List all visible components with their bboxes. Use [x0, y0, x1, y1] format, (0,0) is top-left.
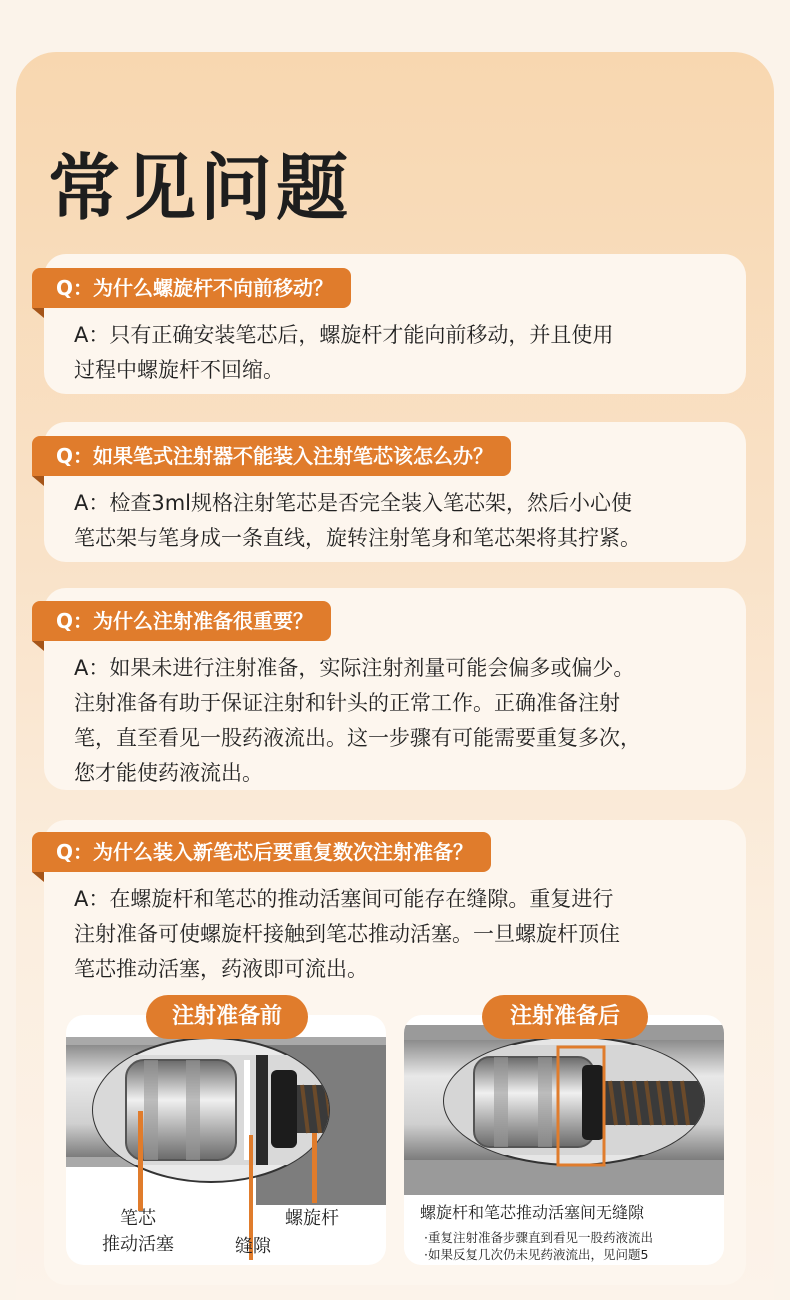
faq-question-2: Q：如果笔式注射器不能装入注射笔芯该怎么办？ — [32, 436, 511, 476]
after-caption: 螺旋杆和笔芯推动活塞间无缝隙 — [420, 1203, 645, 1222]
faq-question-4: Q：为什么装入新笔芯后要重复数次注射准备？ — [32, 832, 491, 872]
answer-line: A：检查3ml规格注射笔芯是否完全装入笔芯架，然后小心使 — [74, 491, 633, 515]
faq-question-1: Q：为什么螺旋杆不向前移动？ — [32, 268, 351, 308]
faq-answer-4 — [74, 882, 714, 987]
faq-answer-1 — [74, 318, 714, 388]
answer-line: 注射准备可使螺旋杆接触到笔芯推动活塞。一旦螺旋杆顶住 — [74, 922, 620, 946]
plunger-label-line: 推动活塞 — [102, 1234, 174, 1255]
answer-line: 过程中螺旋杆不回缩。 — [74, 358, 284, 382]
faq-question-3: Q：为什么注射准备很重要？ — [32, 601, 331, 641]
plunger-label-line: 笔芯 — [120, 1208, 156, 1229]
answer-line: A：如果未进行注射准备，实际注射剂量可能会偏多或偏少。 — [74, 656, 635, 680]
plunger-label — [96, 1206, 180, 1258]
after-note-2: ·如果反复几次仍未见药液流出，见问题5 — [424, 1247, 649, 1262]
answer-line: 注射准备有助于保证注射和针头的正常工作。正确准备注射 — [74, 691, 620, 715]
answer-line: 笔，直至看见一股药液流出。这一步骤有可能需要重复多次， — [74, 726, 641, 750]
faq-answer-3 — [74, 651, 714, 791]
answer-line: 笔芯推动活塞，药液即可流出。 — [74, 957, 368, 981]
after-title-pill: 注射准备后 — [482, 995, 648, 1039]
faq-answer-2 — [74, 486, 714, 556]
before-title-pill: 注射准备前 — [146, 995, 308, 1039]
page-title: 常见问题 — [48, 146, 353, 230]
answer-line: 您才能使药液流出。 — [74, 761, 263, 785]
gap-label: 缝隙 — [235, 1236, 271, 1257]
screw-label: 螺旋杆 — [285, 1208, 339, 1229]
after-note-1: ·重复注射准备步骤直到看见一股药液流出 — [424, 1230, 653, 1245]
answer-line: A：只有正确安装笔芯后，螺旋杆才能向前移动，并且使用 — [74, 323, 614, 347]
answer-line: A：在螺旋杆和笔芯的推动活塞间可能存在缝隙。重复进行 — [74, 887, 614, 911]
answer-line: 笔芯架与笔身成一条直线，旋转注射笔身和笔芯架将其拧紧。 — [74, 526, 641, 550]
